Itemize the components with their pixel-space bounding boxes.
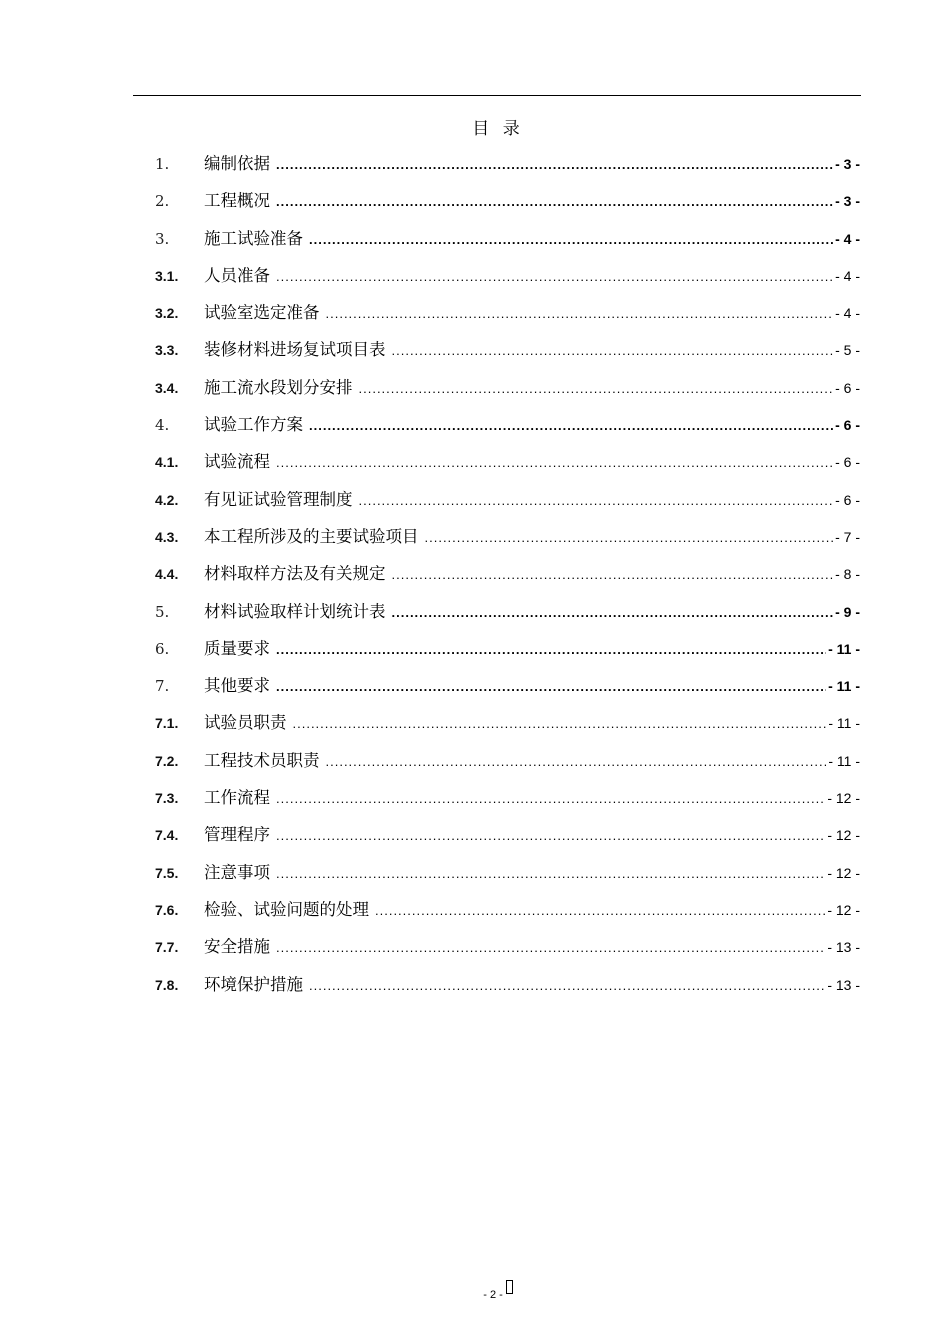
toc-entry-page: - 4 - bbox=[835, 267, 860, 284]
toc-entry-title: 试验室选定准备 bbox=[204, 303, 320, 323]
toc-entry-number: 3.2. bbox=[155, 305, 179, 322]
toc-entry-title: 管理程序 bbox=[204, 825, 270, 845]
toc-leader-dots bbox=[276, 157, 833, 172]
toc-entry-number: 7.3. bbox=[155, 790, 179, 807]
toc-leader-dots bbox=[309, 978, 825, 993]
toc-entry-title: 工程概况 bbox=[204, 191, 270, 211]
toc-leader-dots bbox=[425, 530, 834, 545]
toc-entry-title: 编制依据 bbox=[204, 154, 270, 173]
toc-entry-title: 人员准备 bbox=[204, 265, 270, 285]
toc-entry-number: 3.1. bbox=[155, 267, 179, 284]
paragraph-marker-icon bbox=[506, 1280, 513, 1294]
toc-entry-number: 3.4. bbox=[155, 379, 179, 396]
toc-entry[interactable] bbox=[155, 262, 860, 299]
toc-entry[interactable] bbox=[155, 709, 860, 746]
toc-entry-page: - 4 - bbox=[835, 230, 860, 247]
toc-entry-title: 质量要求 bbox=[204, 638, 270, 658]
toc-entry-page: - 9 - bbox=[835, 603, 860, 620]
toc-entry[interactable] bbox=[155, 971, 860, 1008]
toc-entry-title: 施工流水段划分安排 bbox=[204, 377, 353, 397]
toc-entry-page: - 11 - bbox=[828, 678, 860, 695]
toc-entry-number: 4.3. bbox=[155, 528, 179, 545]
toc-entry-title: 装修材料进场复试项目表 bbox=[204, 340, 386, 360]
toc-leader-dots bbox=[392, 567, 834, 582]
toc-entry-number: 7.7. bbox=[155, 939, 179, 956]
toc-leader-dots bbox=[392, 343, 834, 358]
toc-entry-page: - 6 - bbox=[835, 379, 860, 396]
toc-entry-number: 7.4. bbox=[155, 827, 179, 844]
toc-entry-page: - 6 - bbox=[835, 417, 860, 434]
toc-leader-dots bbox=[359, 381, 834, 396]
toc-entry[interactable] bbox=[155, 411, 860, 448]
toc-entry[interactable] bbox=[155, 486, 860, 523]
toc-leader-dots bbox=[276, 194, 833, 209]
toc-leader-dots bbox=[276, 269, 833, 284]
toc-leader-dots bbox=[276, 866, 825, 881]
toc-leader-dots bbox=[276, 455, 833, 470]
toc-entry[interactable] bbox=[155, 336, 860, 373]
toc-entry[interactable] bbox=[155, 821, 860, 858]
toc-entry[interactable] bbox=[155, 859, 860, 896]
toc-entry-number: 7.5. bbox=[155, 864, 179, 881]
toc-entry-number: 3. bbox=[155, 229, 170, 248]
toc-entry-title: 材料试验取样计划统计表 bbox=[204, 601, 386, 621]
toc-entry-title: 工作流程 bbox=[204, 788, 270, 808]
toc-entry-page: - 12 - bbox=[827, 827, 860, 844]
toc-entry-number: 7.6. bbox=[155, 901, 179, 918]
toc-entry-title: 本工程所涉及的主要试验项目 bbox=[204, 526, 419, 546]
toc-entry[interactable] bbox=[155, 672, 860, 709]
toc-leader-dots bbox=[293, 716, 827, 731]
toc-entry[interactable] bbox=[155, 187, 860, 224]
toc-entry-page: - 8 - bbox=[835, 566, 860, 583]
toc-entry-page: - 6 - bbox=[835, 491, 860, 508]
toc-entry[interactable] bbox=[155, 225, 860, 262]
toc-entry[interactable] bbox=[155, 374, 860, 411]
toc-entry-page: - 3 - bbox=[835, 193, 860, 210]
page-footer bbox=[0, 1280, 950, 1301]
toc-entry-page: - 13 - bbox=[827, 939, 860, 956]
toc-entry-title: 试验流程 bbox=[204, 452, 270, 472]
toc-entry-title: 工程技术员职责 bbox=[204, 750, 320, 770]
toc-entry[interactable] bbox=[155, 150, 860, 187]
toc-entry-title: 有见证试验管理制度 bbox=[204, 489, 353, 509]
toc-entry-number: 5. bbox=[155, 602, 170, 621]
toc-entry-title: 材料取样方法及有关规定 bbox=[204, 564, 386, 584]
toc-leader-dots bbox=[276, 828, 825, 843]
toc-entry-number: 4. bbox=[155, 416, 170, 435]
toc-leader-dots bbox=[276, 791, 825, 806]
toc-entry[interactable] bbox=[155, 635, 860, 672]
toc-entry-number: 7. bbox=[155, 677, 170, 696]
toc-entry-title: 其他要求 bbox=[204, 676, 270, 696]
toc-entry-title: 施工试验准备 bbox=[204, 228, 303, 248]
toc-leader-dots bbox=[375, 903, 825, 918]
toc-entry[interactable] bbox=[155, 933, 860, 970]
toc-entry[interactable] bbox=[155, 299, 860, 336]
toc-leader-dots bbox=[276, 679, 826, 694]
toc-entry-page: - 11 - bbox=[828, 752, 860, 769]
toc-entry-number: 7.8. bbox=[155, 976, 179, 993]
toc-entry-title: 检验、试验问题的处理 bbox=[204, 899, 369, 919]
toc-entry-number: 3.3. bbox=[155, 342, 179, 359]
toc-entry-number: 6. bbox=[155, 639, 170, 658]
toc-entry-page: - 11 - bbox=[828, 640, 860, 657]
toc-entry-title: 试验工作方案 bbox=[204, 415, 303, 435]
toc-entry[interactable] bbox=[155, 598, 860, 635]
toc-entry-page: - 7 - bbox=[835, 528, 860, 545]
toc-leader-dots bbox=[392, 605, 834, 620]
toc-entry[interactable] bbox=[155, 448, 860, 485]
toc-entry-title: 安全措施 bbox=[204, 937, 270, 957]
toc-title: 目 录 bbox=[472, 119, 524, 139]
header-rule bbox=[133, 95, 861, 96]
toc-leader-dots bbox=[309, 418, 833, 433]
toc-leader-dots bbox=[276, 642, 826, 657]
toc-entry-title: 注意事项 bbox=[204, 862, 270, 882]
toc-entry-page: - 12 - bbox=[827, 864, 860, 881]
toc-entry[interactable] bbox=[155, 560, 860, 597]
toc-entry[interactable] bbox=[155, 896, 860, 933]
toc-entry-number: 7.2. bbox=[155, 752, 179, 769]
toc-entry[interactable] bbox=[155, 523, 860, 560]
page-number: - 2 - bbox=[483, 1289, 503, 1301]
toc-entry-page: - 11 - bbox=[828, 715, 860, 732]
toc-entry-page: - 6 - bbox=[835, 454, 860, 471]
table-of-contents bbox=[155, 150, 860, 1008]
toc-leader-dots bbox=[276, 940, 825, 955]
toc-leader-dots bbox=[326, 306, 834, 321]
toc-entry[interactable] bbox=[155, 747, 860, 784]
toc-entry-page: - 5 - bbox=[835, 342, 860, 359]
toc-entry-number: 7.1. bbox=[155, 715, 179, 732]
toc-entry-title: 试验员职责 bbox=[204, 713, 287, 733]
toc-entry-page: - 13 - bbox=[827, 976, 860, 993]
toc-entry-number: 4.2. bbox=[155, 491, 179, 508]
toc-leader-dots bbox=[309, 232, 833, 247]
toc-entry[interactable] bbox=[155, 784, 860, 821]
toc-entry-number: 4.1. bbox=[155, 454, 179, 471]
toc-entry-page: - 12 - bbox=[827, 790, 860, 807]
toc-entry-title: 环境保护措施 bbox=[204, 974, 303, 994]
toc-leader-dots bbox=[359, 493, 834, 508]
toc-entry-number: 1. bbox=[155, 155, 170, 173]
toc-entry-page: - 12 - bbox=[827, 901, 860, 918]
toc-entry-number: 4.4. bbox=[155, 566, 179, 583]
toc-entry-page: - 3 - bbox=[835, 156, 860, 172]
toc-entry-number: 2. bbox=[155, 192, 170, 211]
toc-entry-page: - 4 - bbox=[835, 305, 860, 322]
toc-leader-dots bbox=[326, 754, 827, 769]
